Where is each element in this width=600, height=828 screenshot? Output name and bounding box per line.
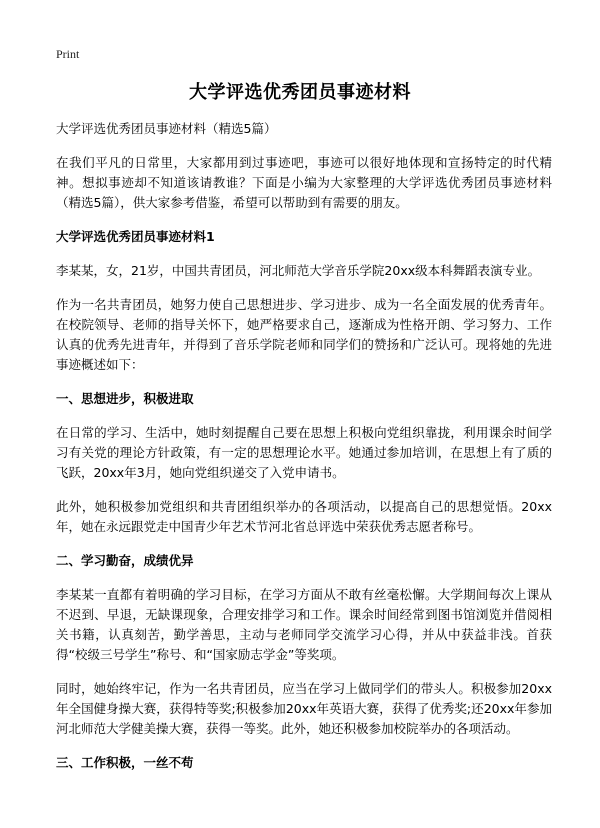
body-paragraph: 同时，她始终牢记，作为一名共青团员，应当在学习上做同学们的带头人。积极参加20xx年全国健身操大赛，获得特等奖;积极参加20xx年英语大赛，获得了优秀奖;还20xx年参加河北师范大学健美操大赛，获得一等奖。此外，她还积极参加校院举办的各项活动。 xyxy=(56,681,552,736)
body-paragraph: 李某某，女，21岁，中国共青团员，河北师范大学音乐学院20xx级本科舞蹈表演专业。 xyxy=(56,263,541,278)
body-paragraph: 在日常的学习、生活中，她时刻提醒自己要在思想上积极向党组织靠拢，利用课余时间学习有关党的理论方针政策，有一定的思想理论水平。她通过参加培训，在思想上有了质的飞跃，20xx年3月，她向党组织递交了入党申请书。 xyxy=(56,425,552,480)
section-heading: 二、学习勤奋，成绩优异 xyxy=(56,553,194,568)
section-heading: 一、思想进步，积极进取 xyxy=(56,391,194,406)
document-title: 大学评选优秀团员事迹材料 xyxy=(189,82,411,103)
body-paragraph: 此外，她积极参加党组织和共青团组织举办的各项活动，以提高自己的思想觉悟。20xx年，她在永远跟党走中国青少年艺术节河北省总评选中荣获优秀志愿者称号。 xyxy=(56,499,552,534)
section-heading: 大学评选优秀团员事迹材料1 xyxy=(56,229,215,244)
print-link[interactable]: Print xyxy=(56,47,80,61)
document-subtitle: 大学评选优秀团员事迹材料（精选5篇） xyxy=(56,121,277,136)
intro-paragraph: 在我们平凡的日常里，大家都用到过事迹吧，事迹可以很好地体现和宣扬特定的时代精神。想拟事迹却不知道该请教谁？下面是小编为大家整理的大学评选优秀团员事迹材料（精选5篇），供大家参考借鉴，希望可以帮助到有需要的朋友。 xyxy=(56,155,552,210)
section-heading: 三、工作积极，一丝不苟 xyxy=(56,755,194,770)
body-paragraph: 作为一名共青团员，她努力使自己思想进步、学习进步、成为一名全面发展的优秀青年。在校院领导、老师的指导关怀下，她严格要求自己，逐渐成为性格开朗、学习努力、工作认真的优秀先进青年，并得到了音乐学院老师和同学们的赞扬和广泛认可。现将她的先进事迹概述如下： xyxy=(56,297,552,372)
document-body xyxy=(56,119,552,787)
body-paragraph: 李某某一直都有着明确的学习目标，在学习方面从不敢有丝毫松懈。大学期间每次上课从不迟到、早退，无缺课现象，合理安排学习和工作。课余时间经常到图书馆浏览并借阅相关书籍，认真刻苦，勤学善思，主动与老师同学交流学习心得，并从中获益非浅。首获得“校级三号学生”称号、和“国家励志学金”等奖项。 xyxy=(56,587,552,662)
